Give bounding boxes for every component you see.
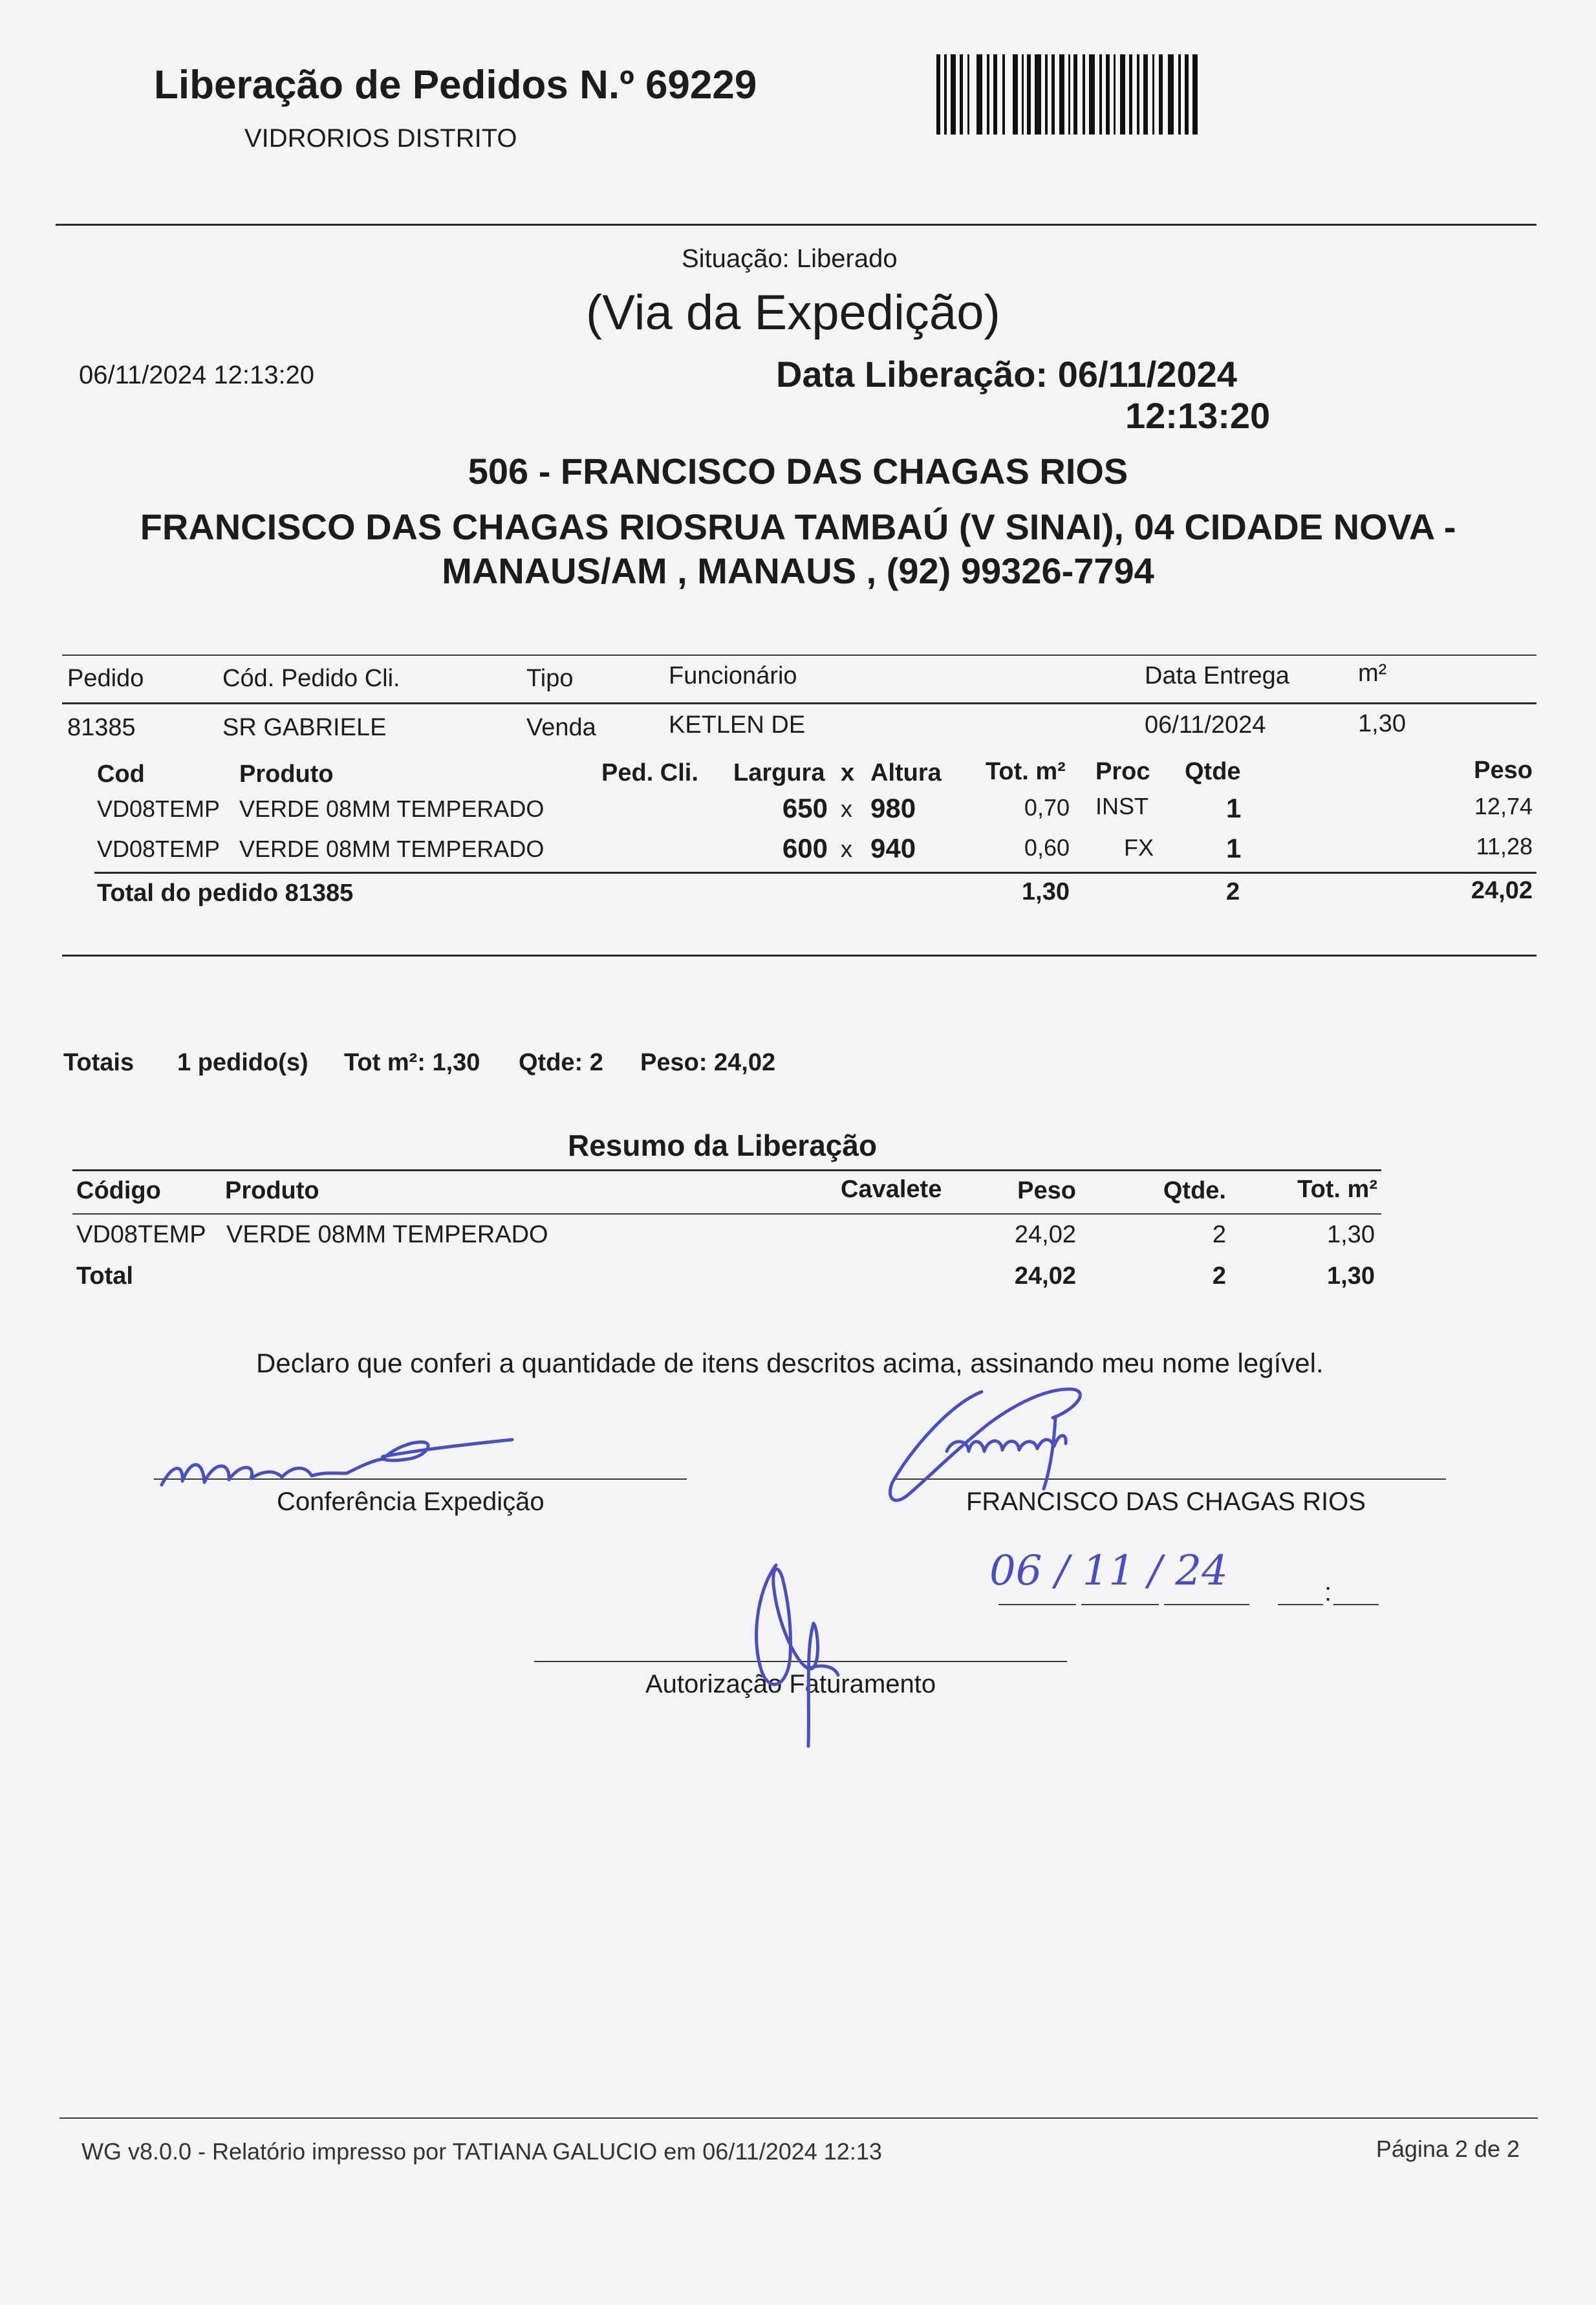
document-title: Liberação de Pedidos N.º 69229: [154, 63, 757, 107]
item-1-altura: 980: [870, 793, 916, 823]
totals-pedidos: 1 pedido(s): [177, 1049, 308, 1076]
item-2-largura: 600: [782, 833, 828, 863]
summary-row-qtde: 2: [1212, 1221, 1226, 1248]
client-address-line2: MANAUS/AM , MANAUS , (92) 99326-7794: [442, 550, 1154, 591]
items-header-tot-m2: Tot. m²: [986, 758, 1066, 785]
item-2-tot-m2: 0,60: [1024, 834, 1070, 861]
items-header-proc: Proc: [1095, 758, 1150, 785]
item-1-largura: 650: [782, 793, 828, 823]
totals-peso: Peso: 24,02: [640, 1049, 776, 1076]
order-table-top-rule: [62, 655, 1537, 656]
summary-row-tot-m2: 1,30: [1327, 1221, 1375, 1248]
summary-header-tot-m2: Tot. m²: [1297, 1176, 1377, 1203]
copy-label: (Via da Expedição): [586, 285, 1000, 340]
order-table-header-rule: [62, 702, 1537, 704]
footer-page-number: Página 2 de 2: [1375, 2136, 1520, 2162]
order-funcionario: KETLEN DE: [669, 711, 806, 739]
summary-title: Resumo da Liberação: [568, 1129, 878, 1162]
items-header-altura: Altura: [870, 759, 942, 786]
signature-label-conferencia: Conferência Expedição: [277, 1488, 545, 1516]
items-total-qtde: 2: [1226, 878, 1240, 905]
summary-top-rule: [72, 1169, 1381, 1171]
summary-row-produto: VERDE 08MM TEMPERADO: [226, 1221, 548, 1248]
col-header-pedido: Pedido: [67, 665, 144, 692]
summary-header-produto: Produto: [225, 1177, 319, 1204]
signature-autorizacao-drawing: [737, 1552, 867, 1759]
item-1-produto: VERDE 08MM TEMPERADO: [239, 795, 545, 822]
items-header-peso: Peso: [1474, 757, 1533, 784]
totals-qtde: Qtde: 2: [519, 1049, 603, 1076]
handwritten-date: 06 / 11 / 24: [989, 1547, 1228, 1595]
summary-total-tot-m2: 1,30: [1327, 1262, 1375, 1290]
header-divider: [56, 224, 1537, 226]
order-m2: 1,30: [1358, 710, 1406, 737]
item-2-proc: FX: [1124, 834, 1154, 861]
time-hour-line: [1278, 1604, 1323, 1605]
status-text: Situação: Liberado: [682, 244, 898, 273]
order-pedido: 81385: [67, 714, 136, 741]
summary-header-peso: Peso: [1017, 1177, 1076, 1204]
summary-row-peso: 24,02: [1014, 1221, 1076, 1248]
items-total-label: Total do pedido 81385: [97, 880, 354, 907]
time-minute-line: [1333, 1604, 1379, 1605]
release-time: 12:13:20: [1125, 395, 1271, 436]
items-header-largura: Largura: [733, 759, 825, 786]
company-name: VIDRORIOS DISTRITO: [244, 124, 517, 153]
date-day-line: [998, 1604, 1076, 1605]
order-tipo: Venda: [526, 714, 596, 741]
col-header-funcionario: Funcionário: [669, 662, 797, 689]
item-1-peso: 12,74: [1474, 793, 1533, 819]
items-total-m2: 1,30: [1022, 878, 1070, 905]
totals-label: Totais: [63, 1049, 135, 1076]
declaration-text: Declaro que conferi a quantidade de itens descritos acima, assinando meu nome legível.: [256, 1348, 1324, 1378]
signature-conferencia-drawing: [153, 1425, 515, 1497]
summary-total-qtde: 2: [1212, 1262, 1226, 1290]
client-code-name: 506 - FRANCISCO DAS CHAGAS RIOS: [468, 451, 1128, 492]
time-separator: :: [1324, 1578, 1332, 1607]
client-address-line1: FRANCISCO DAS CHAGAS RIOSRUA TAMBAÚ (V SINAI), 04 CIDADE NOVA -: [140, 506, 1456, 547]
footer-print-info: WG v8.0.0 - Relatório impresso por TATIANA GALUCIO em 06/11/2024 12:13: [81, 2138, 882, 2165]
summary-total-peso: 24,02: [1014, 1262, 1076, 1290]
item-2-x: x: [841, 836, 852, 862]
items-header-qtde: Qtde: [1185, 758, 1241, 785]
summary-total-label: Total: [76, 1262, 133, 1290]
signature-label-client: FRANCISCO DAS CHAGAS RIOS: [966, 1488, 1366, 1516]
totals-m2: Tot m²: 1,30: [344, 1049, 480, 1076]
print-datetime: 06/11/2024 12:13:20: [79, 361, 315, 389]
signature-client-drawing: [885, 1379, 1105, 1508]
col-header-m2: m²: [1358, 660, 1387, 687]
items-header-cod: Cod: [97, 761, 145, 788]
item-1-qtde: 1: [1226, 793, 1242, 823]
date-year-line: [1164, 1604, 1249, 1605]
summary-header-codigo: Código: [76, 1177, 161, 1204]
barcode-graphic: [936, 54, 1198, 135]
item-1-x: x: [841, 795, 852, 822]
items-total-peso: 24,02: [1471, 877, 1533, 904]
summary-header-cavalete: Cavalete: [841, 1176, 942, 1203]
date-month-line: [1081, 1604, 1159, 1605]
summary-header-qtde: Qtde.: [1163, 1177, 1226, 1204]
item-1-cod: VD08TEMP: [97, 795, 221, 822]
release-date: Data Liberação: 06/11/2024: [776, 354, 1237, 395]
items-header-x: x: [841, 759, 855, 786]
summary-header-rule: [72, 1213, 1381, 1215]
items-header-produto: Produto: [239, 761, 334, 788]
item-2-qtde: 1: [1226, 833, 1242, 863]
col-header-cod-pedido-cli: Cód. Pedido Cli.: [222, 665, 400, 692]
item-2-produto: VERDE 08MM TEMPERADO: [239, 836, 545, 862]
order-cod-pedido-cli: SR GABRIELE: [222, 714, 387, 741]
item-2-peso: 11,28: [1476, 833, 1533, 860]
col-header-tipo: Tipo: [526, 665, 574, 692]
item-1-tot-m2: 0,70: [1024, 794, 1070, 821]
items-total-rule: [94, 872, 1537, 874]
items-header-ped-cli: Ped. Cli.: [601, 759, 698, 786]
order-section-end-rule: [62, 955, 1537, 957]
item-2-cod: VD08TEMP: [97, 836, 221, 862]
summary-row-codigo: VD08TEMP: [76, 1221, 206, 1248]
item-2-altura: 940: [870, 833, 916, 863]
col-header-data-entrega: Data Entrega: [1145, 662, 1289, 689]
footer-rule: [59, 2117, 1538, 2119]
signature-label-autorizacao: Autorização Faturamento: [645, 1670, 936, 1698]
item-1-proc: INST: [1095, 793, 1149, 819]
order-data-entrega: 06/11/2024: [1145, 711, 1266, 739]
